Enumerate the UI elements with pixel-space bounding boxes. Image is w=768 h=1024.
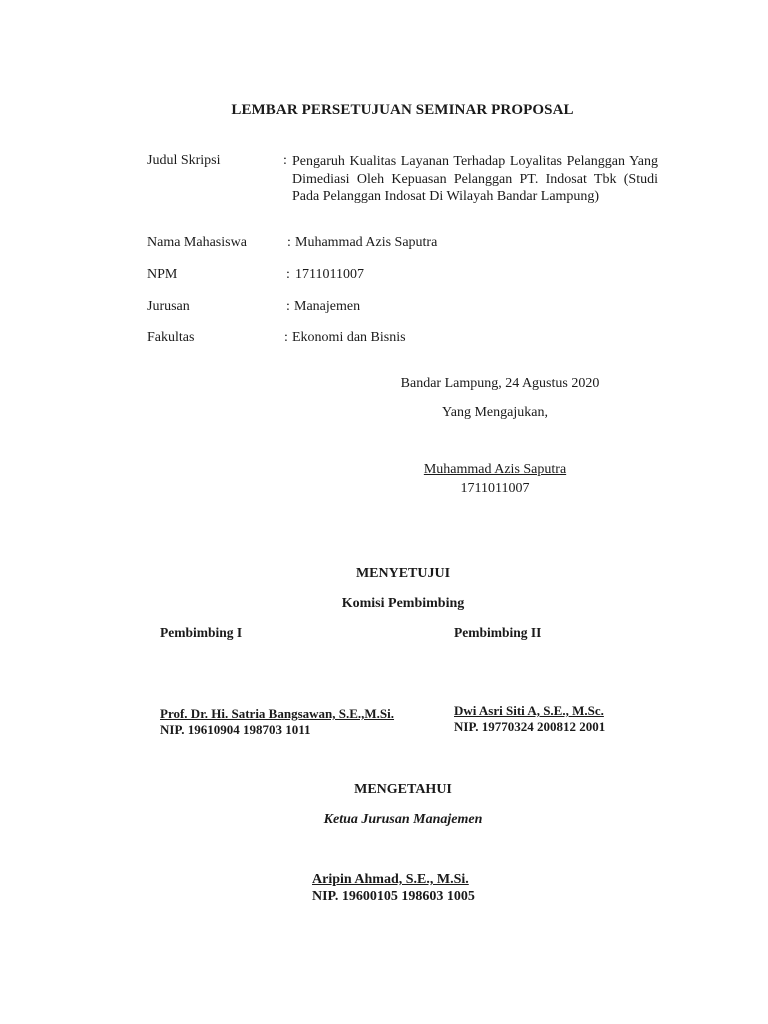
jurusan-colon: : [286, 299, 290, 314]
advisor2-name: Dwi Asri Siti A, S.E., M.Sc. [454, 703, 604, 718]
jurusan-label: Jurusan [147, 299, 190, 314]
advisor2-role: Pembimbing II [454, 625, 542, 640]
judul-value: Pengaruh Kualitas Layanan Terhadap Loyalitas Pelanggan Yang Dimediasi Oleh Kepuasan Pelanggan PT. Indosat Tbk (Studi Pada Pelanggan Indosat Di Wilayah Bandar Lampung) [292, 154, 658, 204]
judul-label: Judul Skripsi [147, 153, 221, 168]
nama-label: Nama Mahasiswa [147, 235, 247, 250]
approval-heading: MENYETUJUI [355, 566, 451, 581]
submitter-name: Muhammad Azis Saputra [423, 462, 567, 477]
submitter-label: Yang Mengajukan, [442, 405, 548, 420]
npm-value: 1711011007 [295, 267, 364, 282]
judul-colon: : [283, 153, 287, 168]
advisor1-name: Prof. Dr. Hi. Satria Bangsawan, S.E.,M.Si. [160, 706, 395, 721]
acknowledge-subheading: Ketua Jurusan Manajemen [323, 812, 483, 827]
head-name: Aripin Ahmad, S.E., M.Si. [312, 872, 469, 887]
acknowledge-heading: MENGETAHUI [354, 782, 452, 797]
fakultas-value: Ekonomi dan Bisnis [292, 330, 406, 345]
submitter-npm: 1711011007 [460, 481, 530, 496]
head-nip: NIP. 19600105 198603 1005 [312, 889, 475, 904]
place-date: Bandar Lampung, 24 Agustus 2020 [400, 376, 600, 391]
advisor2-nip: NIP. 19770324 200812 2001 [454, 719, 606, 734]
advisor1-role: Pembimbing I [160, 625, 243, 640]
document-title: LEMBAR PERSETUJUAN SEMINAR PROPOSAL [231, 102, 574, 118]
fakultas-colon: : [284, 330, 288, 345]
npm-colon: : [286, 267, 290, 282]
fakultas-label: Fakultas [147, 330, 195, 345]
nama-colon: : [287, 235, 291, 250]
npm-label: NPM [147, 267, 178, 282]
approval-subheading: Komisi Pembimbing [341, 596, 465, 611]
nama-value: Muhammad Azis Saputra [295, 235, 438, 250]
jurusan-value: Manajemen [294, 299, 361, 314]
advisor1-nip: NIP. 19610904 198703 1011 [160, 722, 311, 737]
